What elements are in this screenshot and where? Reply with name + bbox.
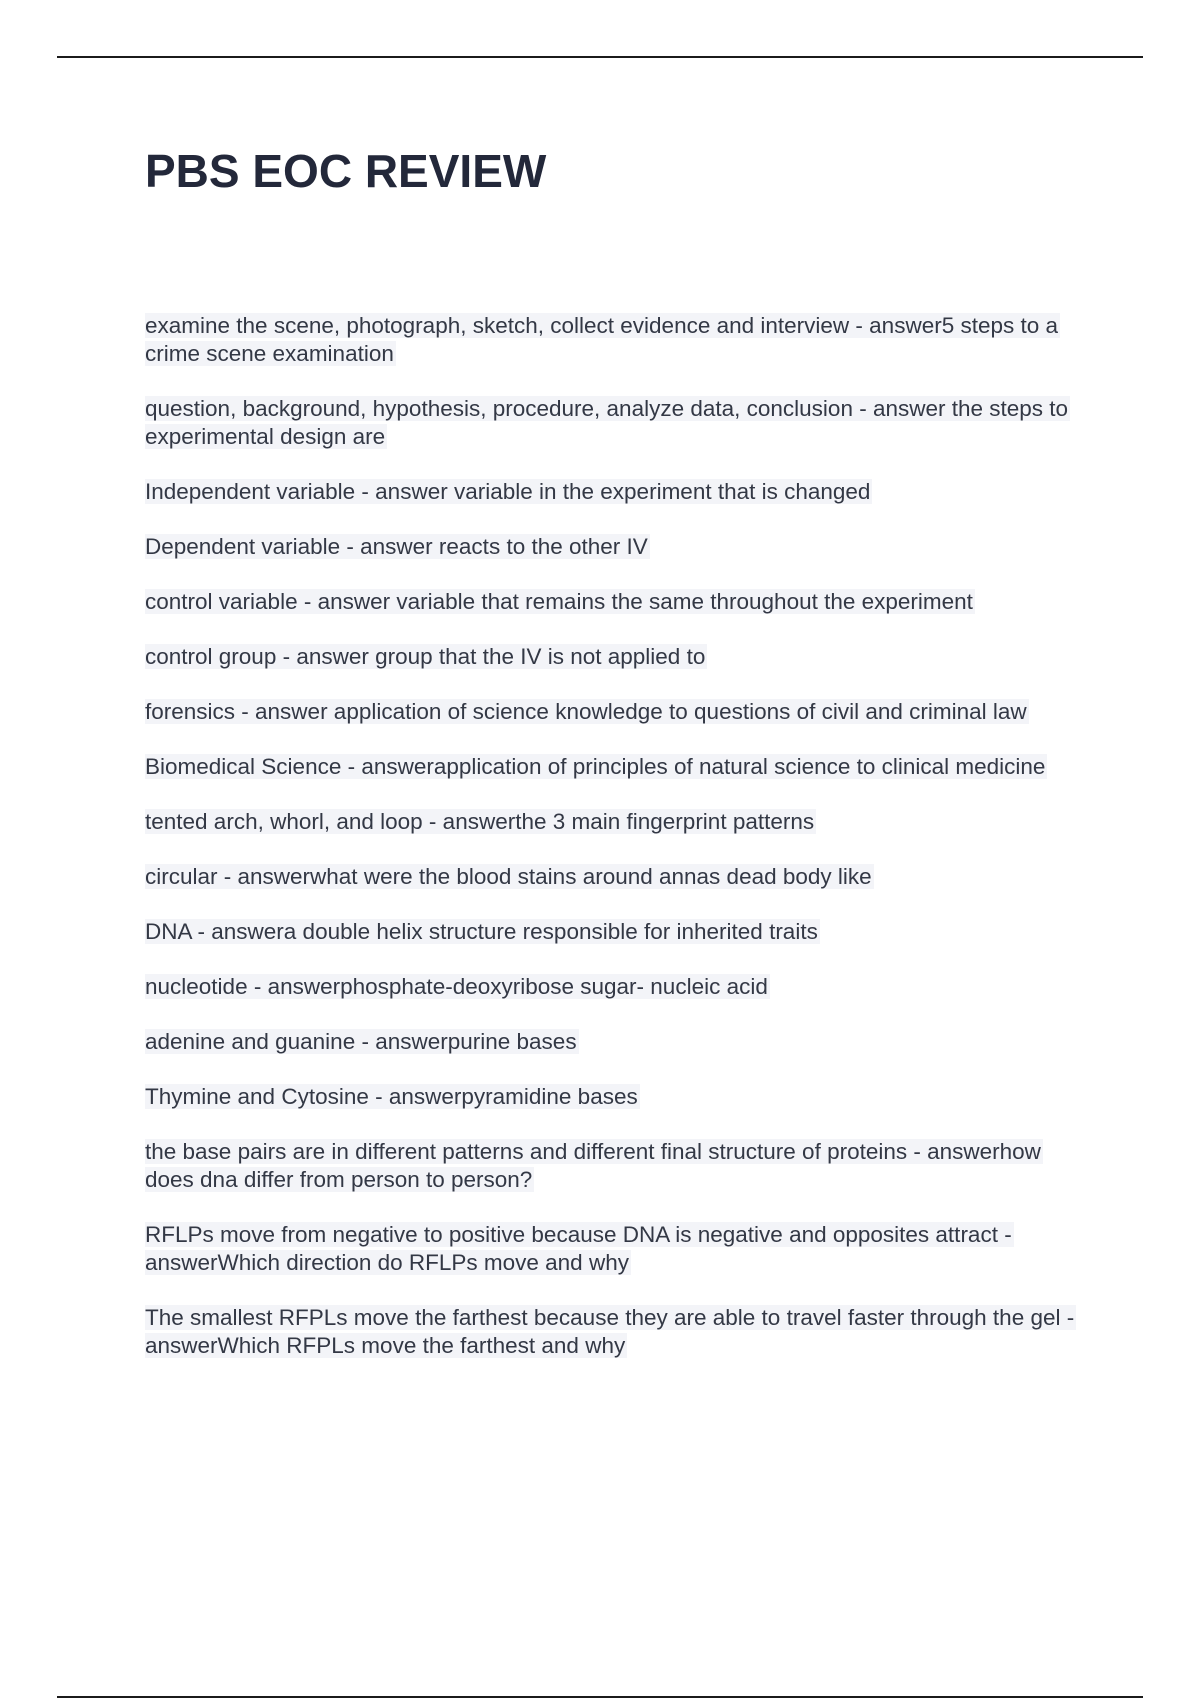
qa-item — [145, 1083, 1085, 1111]
qa-text: tented arch, whorl, and loop - answerthe 3 main fingerprint patterns — [145, 809, 815, 834]
qa-text: control variable - answer variable that remains the same throughout the experiment — [145, 589, 973, 614]
qa-item — [145, 753, 1085, 781]
qa-text: the base pairs are in different patterns and different final structure of proteins - answerhow does dna differ from person to person? — [145, 1139, 1041, 1192]
qa-text: circular - answerwhat were the blood stains around annas dead body like — [145, 864, 872, 889]
qa-text: Independent variable - answer variable in the experiment that is changed — [145, 479, 871, 504]
qa-item — [145, 1138, 1085, 1194]
qa-item — [145, 973, 1085, 1001]
top-rule — [57, 56, 1143, 58]
qa-item — [145, 533, 1085, 561]
qa-text: control group - answer group that the IV is not applied to — [145, 644, 706, 669]
qa-item — [145, 643, 1085, 671]
qa-text: forensics - answer application of science knowledge to questions of civil and criminal law — [145, 699, 1027, 724]
qa-item — [145, 478, 1085, 506]
qa-item — [145, 1221, 1085, 1277]
qa-text: nucleotide - answerphosphate-deoxyribose sugar- nucleic acid — [145, 974, 768, 999]
qa-item — [145, 1028, 1085, 1056]
qa-text: DNA - answera double helix structure responsible for inherited traits — [145, 919, 818, 944]
qa-item — [145, 698, 1085, 726]
qa-item — [145, 918, 1085, 946]
bottom-rule — [57, 1696, 1143, 1698]
qa-text: Thymine and Cytosine - answerpyramidine bases — [145, 1084, 638, 1109]
qa-text: adenine and guanine - answerpurine bases — [145, 1029, 577, 1054]
qa-item — [145, 863, 1085, 891]
qa-text: Dependent variable - answer reacts to the other IV — [145, 534, 648, 559]
qa-item — [145, 312, 1085, 368]
qa-item — [145, 1304, 1085, 1360]
qa-text: question, background, hypothesis, procedure, analyze data, conclusion - answer the steps to experimental design are — [145, 396, 1069, 449]
document-title: PBS EOC REVIEW — [145, 145, 547, 197]
qa-text: Biomedical Science - answerapplication of principles of natural science to clinical medicine — [145, 754, 1046, 779]
qa-item — [145, 808, 1085, 836]
qa-text: RFLPs move from negative to positive because DNA is negative and opposites attract - answerWhich direction do RFLPs move and why — [145, 1222, 1012, 1275]
qa-text: The smallest RFPLs move the farthest because they are able to travel faster through the gel - answerWhich RFPLs move the farthest and why — [145, 1305, 1075, 1358]
qa-item — [145, 588, 1085, 616]
qa-text: examine the scene, photograph, sketch, collect evidence and interview - answer5 steps to a crime scene examination — [145, 313, 1059, 366]
qa-item — [145, 395, 1085, 451]
qa-list — [145, 312, 1085, 1387]
